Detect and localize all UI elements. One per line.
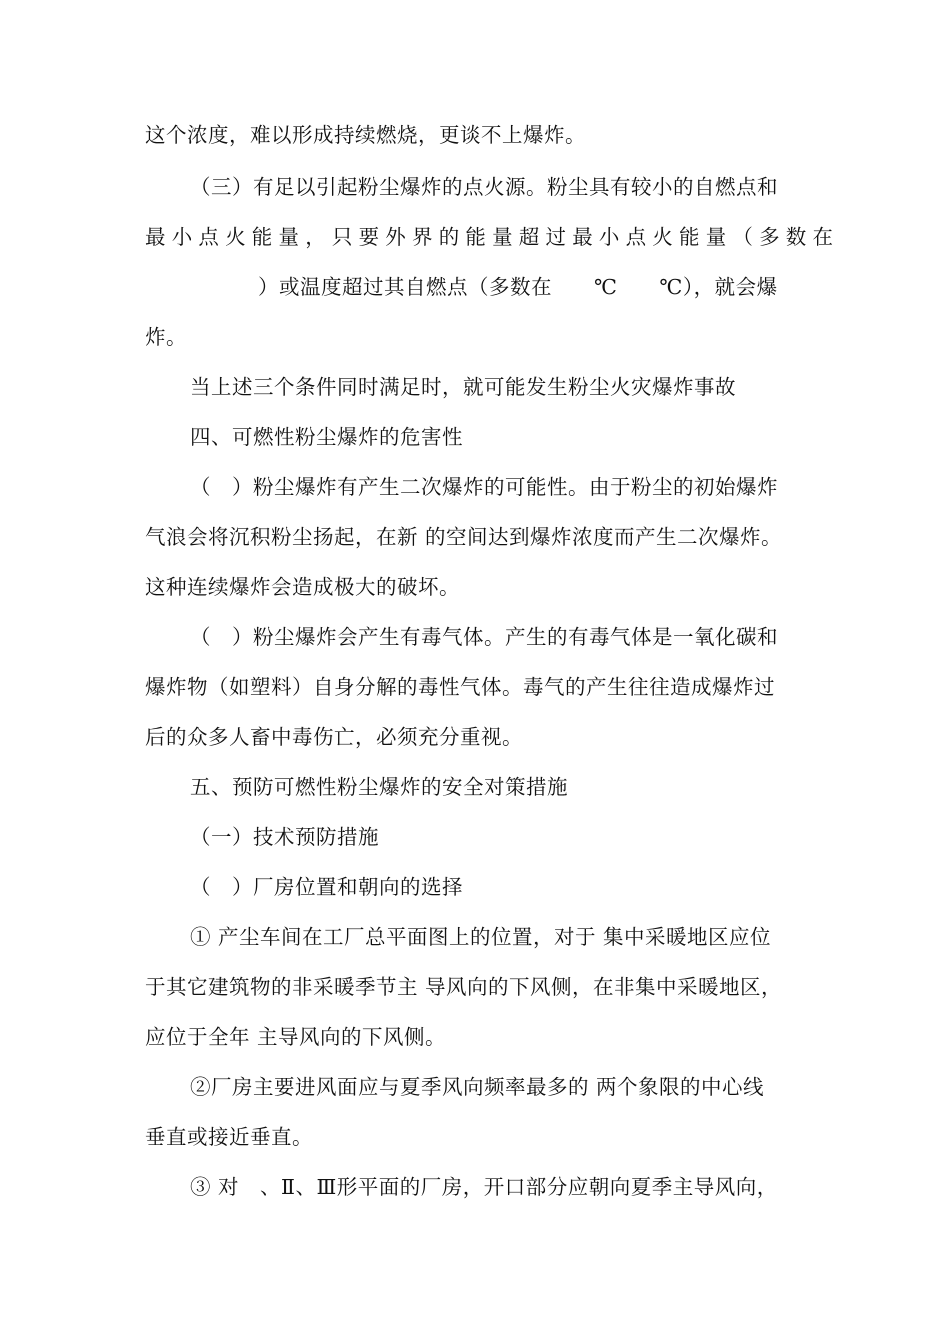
text-line-22: ③ 对 、Ⅱ、Ⅲ形平面的厂房，开口部分应朝向夏季主导风向， (190, 1175, 778, 1199)
text-line-21: 垂直或接近垂直。 (145, 1125, 313, 1149)
text-line-6: 当上述三个条件同时满足时，就可能发生粉尘火灾爆炸事故 (190, 375, 736, 399)
text-line-3: 最小点火能量，只要外界的能量超过最小点火能量（多数在 (145, 225, 840, 249)
text-line-10: 这种连续爆炸会造成极大的破坏。 (145, 575, 460, 599)
subsection-heading: （一）技术预防措施 (190, 825, 379, 849)
section-heading-4: 四、可燃性粉尘爆炸的危害性 (190, 425, 463, 449)
section-heading-5: 五、预防可燃性粉尘爆炸的安全对策措施 (190, 775, 568, 799)
text-line-8: （ ）粉尘爆炸有产生二次爆炸的可能性。由于粉尘的初始爆炸 (190, 475, 778, 499)
text-line-20: ②厂房主要进风面应与夏季风向频率最多的 两个象限的中心线 (190, 1075, 765, 1099)
text-line-5: 炸。 (145, 325, 187, 349)
text-line-17: ① 产尘车间在工厂总平面图上的位置，对于 集中采暖地区应位 (190, 925, 772, 949)
text-line-4: ）或温度超过其自燃点（多数在 ℃ ℃），就会爆 (258, 275, 778, 299)
item-heading: （ ）厂房位置和朝向的选择 (190, 875, 463, 899)
text-line-13: 后的众多人畜中毒伤亡，必须充分重视。 (145, 725, 523, 749)
text-line-18: 于其它建筑物的非采暖季节主 导风向的下风侧，在非集中采暖地区， (145, 975, 783, 999)
text-line-9: 气浪会将沉积粉尘扬起，在新 的空间达到爆炸浓度而产生二次爆炸。 (145, 525, 783, 549)
text-line-12: 爆炸物（如塑料）自身分解的毒性气体。毒气的产生往往造成爆炸过 (145, 675, 775, 699)
text-line-2: （三）有足以引起粉尘爆炸的点火源。粉尘具有较小的自燃点和 (190, 175, 778, 199)
text-line-1: 这个浓度，难以形成持续燃烧，更谈不上爆炸。 (145, 123, 586, 147)
text-line-11: （ ）粉尘爆炸会产生有毒气体。产生的有毒气体是一氧化碳和 (190, 625, 778, 649)
text-line-19: 应位于全年 主导风向的下风侧。 (145, 1025, 447, 1049)
